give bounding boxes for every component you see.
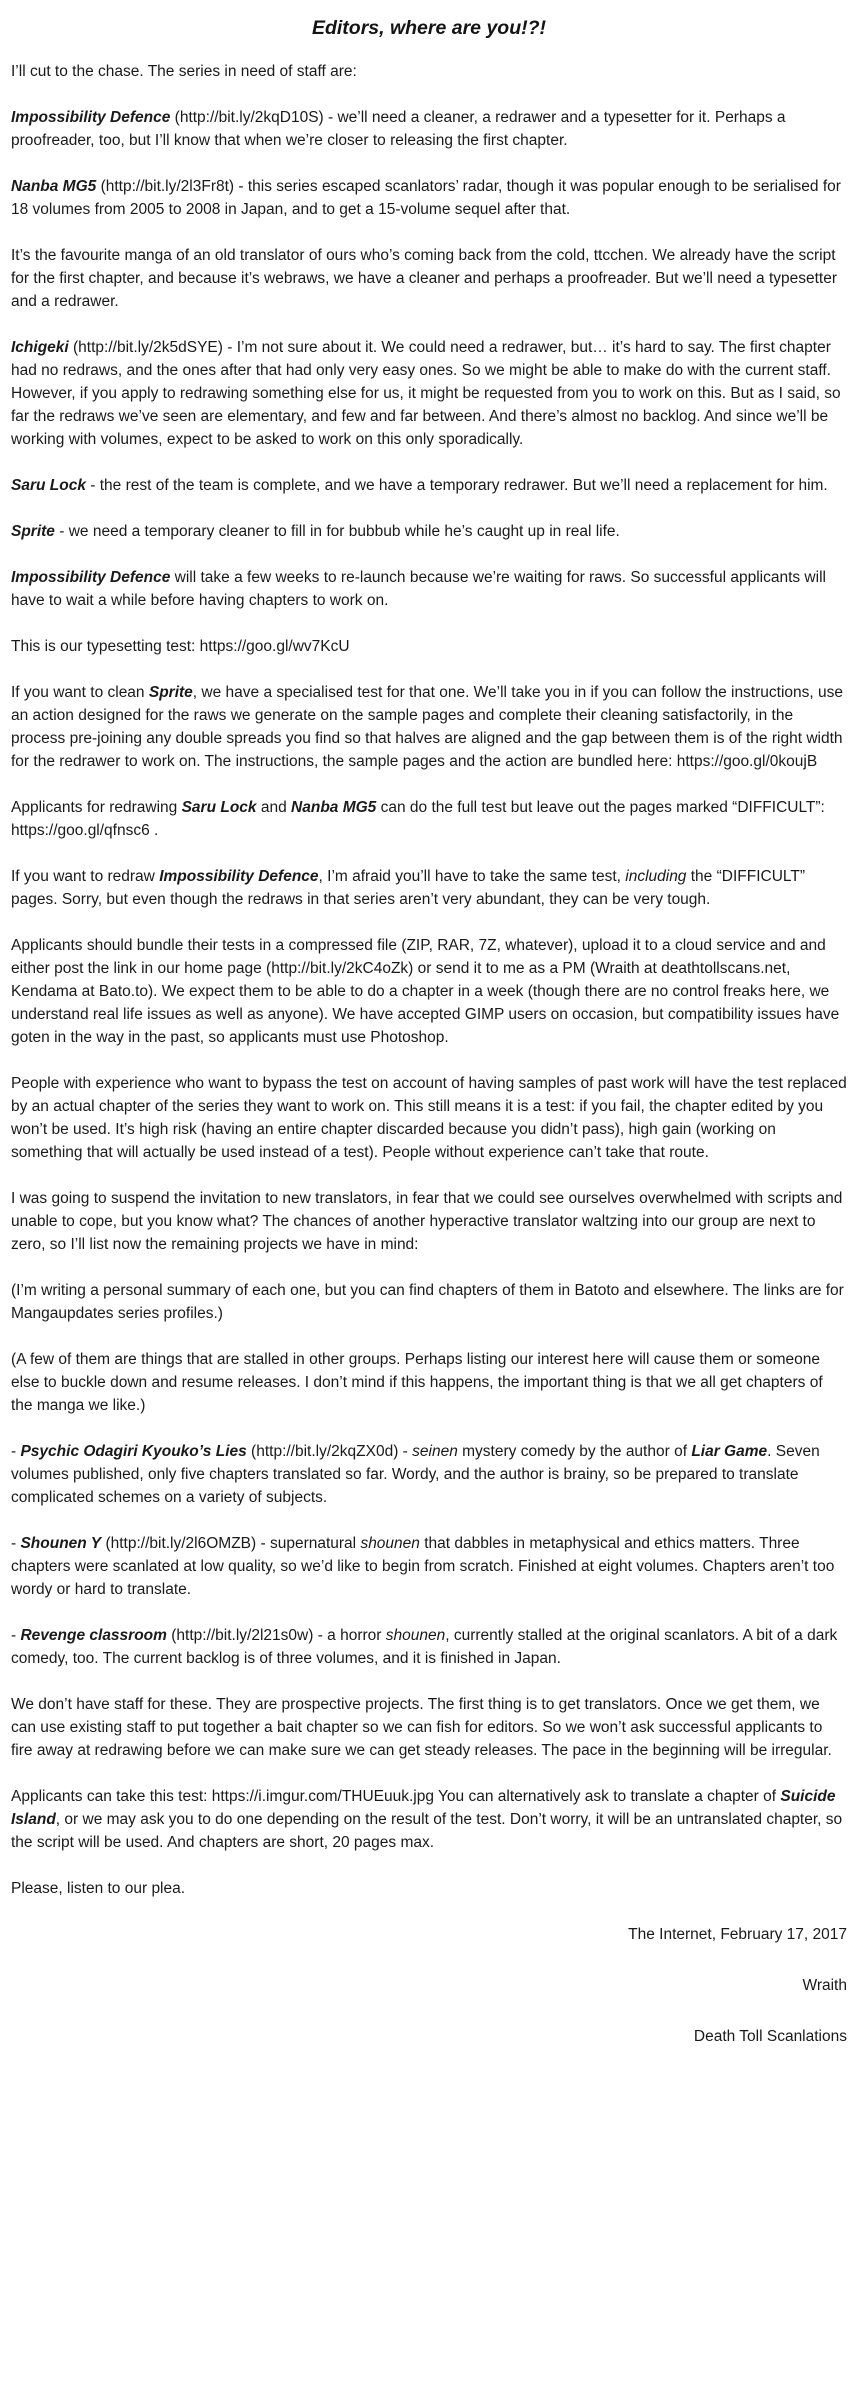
series-title: Psychic Odagiri Kyouko’s Lies [20, 1443, 247, 1460]
paragraph [11, 106, 847, 152]
paragraph [11, 796, 847, 842]
paragraph [11, 336, 847, 451]
text-run: that dabbles in metaphysical and ethics matters. Three chapters were scanlated at low quality, so we’d like to begin from scratch. Finished at eight volumes. Chapters aren’t too wordy or hard to translate. [11, 1535, 835, 1598]
text-run: Applicants for redrawing [11, 799, 182, 816]
paragraph [11, 1624, 847, 1670]
signoff [11, 1923, 847, 2048]
text-run: , I’m afraid you’ll have to take the same test, [318, 868, 626, 885]
signoff-line: The Internet, February 17, 2017 [628, 1926, 847, 1943]
text-run: People with experience who want to bypass the test on account of having samples of past work will have the test replaced by an actual chapter of the series they want to work on. This still means it is a test: if you fail, the chapter edited by you won’t be used. It’s high risk (having an entire chapter discarded because you didn’t pass), high gain (working on something that will actually be used instead of a test). People without experience can’t take that route. [11, 1075, 847, 1161]
text-run: (http://bit.ly/2l21s0w) - a horror [166, 1627, 386, 1644]
paragraph [11, 244, 847, 313]
text-run: Applicants can take this test: https://i.imgur.com/THUEuuk.jpg You can alternatively ask to translate a chapter of [11, 1788, 781, 1805]
paragraph [11, 474, 847, 497]
series-title: Impossibility Defence [11, 109, 171, 126]
text-run: , currently stalled at the original scanlators. A bit of a dark comedy, too. The current backlog is of three volumes, and it is finished in Japan. [11, 1627, 838, 1667]
text-run: - we need a temporary cleaner to fill in for bubbub while he’s caught up in real life. [54, 523, 620, 540]
text-run: including [625, 868, 687, 885]
text-run: We don’t have staff for these. They are prospective projects. The first thing is to get translators. Once we get them, we can use existing staff to put together a bait chapter so we can fish for editors. So we won’t ask successful applicants to fire away at redrawing before we can make sure we can get steady releases. The pace in the beginning will be irregular. [11, 1696, 832, 1759]
text-run: , or we may ask you to do one depending on the result of the test. Don’t worry, it will be an untranslated chapter, so the script will be used. And chapters are short, 20 pages max. [11, 1811, 843, 1851]
paragraph [11, 1072, 847, 1164]
series-title: Sprite [11, 523, 55, 540]
paragraph [11, 865, 847, 911]
series-title: Impossibility Defence [11, 569, 171, 586]
text-run: - [11, 1627, 21, 1644]
series-title: Shounen Y [20, 1535, 102, 1552]
series-title: Liar Game [691, 1443, 768, 1460]
paragraph [11, 1532, 847, 1601]
text-run: If you want to clean [11, 684, 149, 701]
paragraph [11, 566, 847, 612]
paragraph [11, 1440, 847, 1509]
text-run: (http://bit.ly/2l6OMZB) - supernatural [101, 1535, 361, 1552]
series-title: Saru Lock [11, 477, 86, 494]
series-title: Revenge classroom [20, 1627, 167, 1644]
series-title: Suicide Island [11, 1788, 836, 1828]
paragraph [11, 681, 847, 773]
series-title: Sprite [148, 684, 193, 701]
text-run: Please, listen to our plea. [11, 1880, 186, 1897]
text-run: I was going to suspend the invitation to new translators, in fear that we could see ourselves overwhelmed with scripts and unable to cope, but you know what? The chances of another hyperactive translator waltzing into our group are next to zero, so I’ll list now the remaining projects we have in mind: [11, 1190, 843, 1253]
paragraph [11, 60, 847, 83]
text-run: It’s the favourite manga of an old translator of ours who’s coming back from the cold, ttcchen. We already have the script for the first chapter, and because it’s webraws, we have a cleaner and perhaps a proofreader. But we’ll need a typesetter and a redrawer. [11, 247, 838, 310]
signoff-line: Wraith [802, 1977, 847, 1994]
text-run: (http://bit.ly/2l3Fr8t) - this series escaped scanlators’ radar, though it was popular enough to be serialised for 18 volumes from 2005 to 2008 in Japan, and to get a 15-volume sequel after that. [11, 178, 841, 218]
paragraph [11, 1187, 847, 1256]
series-title: Impossibility Defence [159, 868, 319, 885]
series-title: Nanba MG5 [291, 799, 377, 816]
text-run: and [256, 799, 292, 816]
text-run: - [11, 1443, 21, 1460]
text-run: I’ll cut to the chase. The series in need of staff are: [11, 63, 357, 80]
text-run: - [11, 1535, 21, 1552]
text-run: shounen [385, 1627, 446, 1644]
paragraph [11, 1693, 847, 1762]
paragraph [11, 934, 847, 1049]
text-run: If you want to redraw [11, 868, 160, 885]
paragraph [11, 1279, 847, 1325]
text-run: will take a few weeks to re-launch because we’re waiting for raws. So successful applicants will have to wait a while before having chapters to work on. [11, 569, 826, 609]
text-run: Applicants should bundle their tests in a compressed file (ZIP, RAR, 7Z, whatever), upload it to a cloud service and and either post the link in our home page (http://bit.ly/2kC4oZk) or send it to me as a PM (Wraith at deathtollscans.net, Kendama at Bato.to). We expect them to be able to do a chapter in a week (though there are no control freaks here, we understand real life issues as well as anyone). We have accepted GIMP users on occasion, but compatibility issues have goten in the way in the past, so applicants must use Photoshop. [11, 937, 840, 1046]
text-run: (A few of them are things that are stalled in other groups. Perhaps listing our interest here will cause them or someone else to buckle down and resume releases. I don’t mind if this happens, the important thing is that we all get chapters of the manga we like.) [11, 1351, 823, 1414]
text-run: mystery comedy by the author of [457, 1443, 692, 1460]
text-run: - the rest of the team is complete, and we have a temporary redrawer. But we’ll need a replacement for him. [85, 477, 828, 494]
paragraph [11, 1785, 847, 1854]
signoff-line: Death Toll Scanlations [693, 2028, 847, 2045]
page-title: Editors, where are you!?! [311, 17, 547, 39]
series-title: Saru Lock [181, 799, 257, 816]
text-run: shounen [360, 1535, 420, 1552]
series-title: Ichigeki [11, 339, 69, 356]
text-run: can do the full test but leave out the pages marked “DIFFICULT”: https://goo.gl/qfnsc6 . [11, 799, 825, 839]
text-run: seinen [412, 1443, 458, 1460]
text-run: (http://bit.ly/2kqZX0d) - [246, 1443, 413, 1460]
text-run: (I’m writing a personal summary of each one, but you can find chapters of them in Batoto and elsewhere. The links are for Mangaupdates series profiles.) [11, 1282, 844, 1322]
text-run: (http://bit.ly/2k5dSYE) - I’m not sure about it. We could need a redrawer, but… it’s hard to say. The first chapter had no redraws, and the ones after that had only very easy ones. So we might be able to make do with the current staff. However, if you apply to redrawing something else for us, it might be requested from you to work on this. But as I said, so far the redraws we’ve seen are elementary, and few and far between. And there’s almost no backlog. And since we’ll be working with volumes, expect to be asked to work on this only sporadically. [11, 339, 841, 448]
text-run: (http://bit.ly/2kqD10S) - we’ll need a cleaner, a redrawer and a typesetter for it. Perhaps a proofreader, too, but I’ll know that when we’re closer to releasing the first chapter. [11, 109, 786, 149]
paragraph [11, 175, 847, 221]
text-run: the “DIFFICULT” pages. Sorry, but even though the redraws in that series aren’t very abundant, they can be very tough. [11, 868, 805, 908]
paragraph [11, 1348, 847, 1417]
text-run: . Seven volumes published, only five chapters translated so far. Wordy, and the author is brainy, so be prepared to translate complicated schemes on a variety of subjects. [11, 1443, 820, 1506]
paragraph [11, 520, 847, 543]
text-run: , we have a specialised test for that one. We’ll take you in if you can follow the instructions, use an action designed for the raws we generate on the sample pages and complete their cleaning satisfactorily, in the process pre-joining any double spreads you find so that halves are aligned and the gap between them is of the right width for the redrawer to work on. The instructions, the sample pages and the action are bundled here: https://goo.gl/0koujB [11, 684, 843, 770]
paragraph [11, 635, 847, 658]
paragraph [11, 1877, 847, 1900]
text-run: This is our typesetting test: https://goo.gl/wv7KcU [11, 638, 350, 655]
document-body [11, 60, 847, 1900]
series-title: Nanba MG5 [11, 178, 97, 195]
